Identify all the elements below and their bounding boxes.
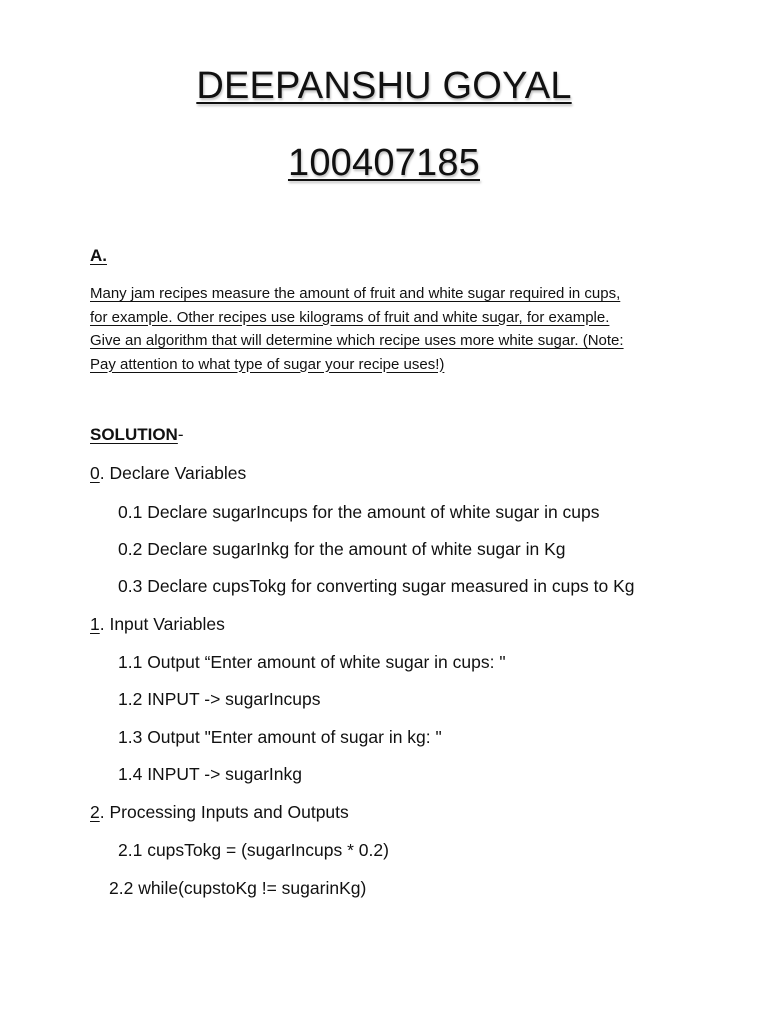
question-line: Many jam recipes measure the amount of fruit and white sugar required in cups, <box>90 285 621 302</box>
step-item: 0.2 Declare sugarInkg for the amount of white sugar in Kg <box>118 539 566 559</box>
solution-heading: SOLUTION- <box>90 425 184 444</box>
question-line: Give an algorithm that will determine which recipe uses more white sugar. (Note: <box>90 332 624 349</box>
student-id: 100407185 <box>287 142 480 184</box>
step-item: 2.2 while(cupstoKg != sugarinKg) <box>109 878 367 898</box>
step-item: 0.3 Declare cupsTokg for converting sugar measured in cups to Kg <box>118 576 635 596</box>
step-item: 1.3 Output "Enter amount of sugar in kg: " <box>118 727 442 747</box>
question-text <box>90 282 690 376</box>
step-heading: 0. Declare Variables <box>90 463 247 483</box>
step-item: 0.1 Declare sugarIncups for the amount of white sugar in cups <box>118 502 600 522</box>
step-item: 1.1 Output “Enter amount of white sugar in cups: " <box>118 652 506 672</box>
author-name: DEEPANSHU GOYAL <box>196 65 572 107</box>
step-heading: 1. Input Variables <box>90 614 225 634</box>
step-item: 1.4 INPUT -> sugarInkg <box>118 764 302 784</box>
step-heading: 2. Processing Inputs and Outputs <box>90 802 349 822</box>
question-line: for example. Other recipes use kilograms of fruit and white sugar, for example. <box>90 308 610 326</box>
section-label: A. <box>90 246 107 265</box>
step-item: 1.2 INPUT -> sugarIncups <box>118 689 321 709</box>
question-line: Pay attention to what type of sugar your recipe uses!) <box>90 355 445 373</box>
step-item: 2.1 cupsTokg = (sugarIncups * 0.2) <box>118 840 389 860</box>
